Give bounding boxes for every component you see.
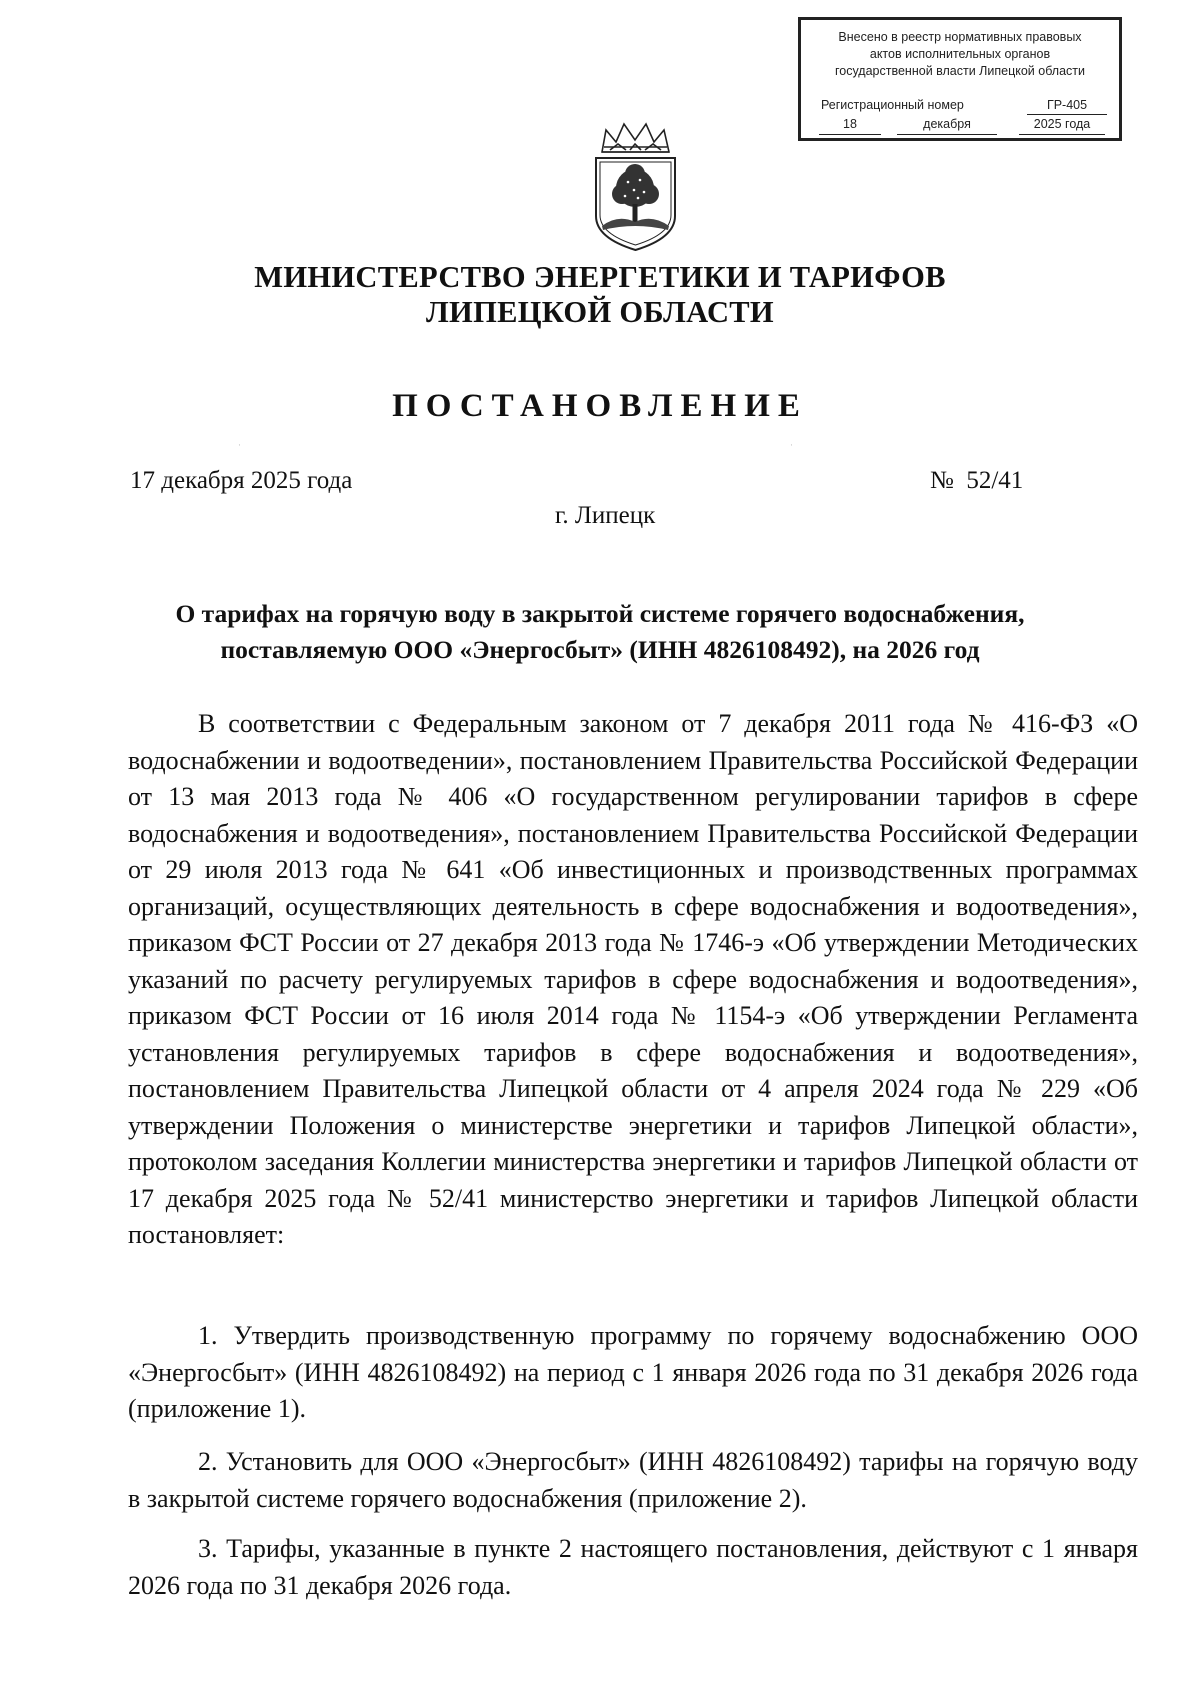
item-1-text: 1. Утвердить производственную программу по горячему водоснабжению ООО «Энергосбыт» (ИНН 4826108492) на период с 1 января 2026 года по 31 декабря 2026 года (приложение 1). xyxy=(128,1321,1138,1423)
registry-stamp xyxy=(798,17,1122,141)
doc-title xyxy=(120,596,1080,668)
item-1-paragraph xyxy=(128,1318,1138,1428)
stamp-reg-number: ГР-405 xyxy=(1027,97,1107,115)
stamp-day: 18 xyxy=(819,116,881,135)
title-line-2: поставляемую ООО «Энергосбыт» (ИНН 4826108492), на 2026 год xyxy=(220,635,980,664)
lipetsk-coat-of-arms-icon xyxy=(588,118,683,253)
doc-city: г. Липецк xyxy=(555,502,656,529)
stamp-reg-label: Регистрационный номер xyxy=(821,98,964,112)
item-2-text: 2. Установить для ООО «Энергосбыт» (ИНН 4826108492) тарифы на горячую воду в закрытой системе горячего водоснабжения (приложение 2). xyxy=(128,1447,1138,1513)
doc-number: № 52/41 xyxy=(930,467,1024,494)
scan-dot: · xyxy=(238,440,241,450)
item-2-paragraph xyxy=(128,1444,1138,1517)
stamp-date-row xyxy=(801,116,1119,136)
item-3-text: 3. Тарифы, указанные в пункте 2 настоящего постановления, действуют с 1 января 2026 года по 31 декабря 2026 года. xyxy=(128,1534,1138,1600)
preamble-paragraph xyxy=(128,706,1138,1254)
scan-dot: · xyxy=(790,440,793,450)
stamp-line-1: Внесено в реестр нормативных правовых xyxy=(838,30,1082,44)
stamp-month: декабря xyxy=(897,116,997,135)
stamp-year: 2025 года xyxy=(1019,116,1105,135)
item-3-paragraph xyxy=(128,1531,1138,1604)
preamble-text: В соответствии с Федеральным законом от 7 декабря 2011 года № 416-ФЗ «О водоснабжении и водоотведении», постановлением Правительства Российской Федерации от 13 мая 2013 года № 406 «О государственном регулировании тарифов в сфере водоснабжения и водоотведения», постановлением Правительства Российской Федерации от 29 июля 2013 года № 641 «Об инвестиционных и производственных программах организаций, осуществляющих деятельность в сфере водоснабжения и водоотведения», приказом ФСТ России от 27 декабря 2013 года № 1746-э «Об утверждении Методических указаний по расчету регулируемых тарифов в сфере водоснабжения и водоотведения», приказом ФСТ России от 16 июля 2014 года № 1154-э «Об утверждении Регламента установления регулируемых тарифов в сфере водоснабжения и водоотведения», постановлением Правительства Липецкой области от 4 апреля 2024 года № 229 «Об утверждении Положения о министерстве энергетики и тарифов Липецкой области», протоколом заседания Коллегии министерства энергетики и тарифов Липецкой области от 17 декабря 2025 года № 52/41 министерство энергетики и тарифов Липецкой области постановляет: xyxy=(128,709,1138,1249)
stamp-line-3: государственной власти Липецкой области xyxy=(834,64,1086,78)
title-line-1: О тарифах на горячую воду в закрытой системе горячего водоснабжения, xyxy=(175,599,1025,628)
doc-date: 17 декабря 2025 года xyxy=(130,467,353,494)
ministry-line-1: МИНИСТЕРСТВО ЭНЕРГЕТИКИ И ТАРИФОВ xyxy=(254,260,946,294)
stamp-line-2: актов исполнительных органов xyxy=(869,47,1051,61)
ministry-line-2: ЛИПЕЦКОЙ ОБЛАСТИ xyxy=(426,295,774,329)
doc-type-heading: ПОСТАНОВЛЕНИЕ xyxy=(392,388,808,424)
